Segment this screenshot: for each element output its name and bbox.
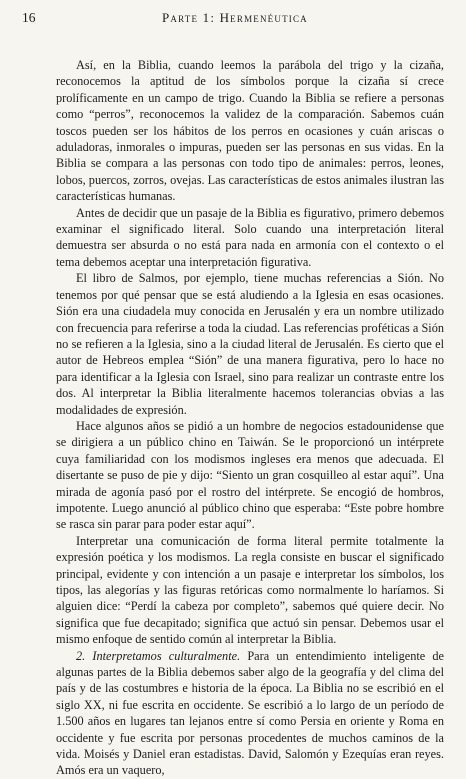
paragraph: Hace algunos años se pidió a un hombre de negocios estadounidense que se dirigiera a un público chino en Taiwán. Se le proporcionó un intérprete cuya familiaridad con los modismos ingleses era menos que adecuada. El disertante se puso de pie y dijo: “Siento un gran cosquilleo al estar aquí”. Una mirada de agonía pasó por el rostro del intérprete. Se encogió de hombros, impotente. Luego anunció al público chino que esperaba: “Este pobre hombre se rasca sin parar para poder estar aquí”. <box>56 418 444 532</box>
section-heading: 2. Interpretamos culturalmente. <box>76 648 241 663</box>
paragraph: Interpretar una comunicación de forma literal permite totalmente la expresión poética y los modismos. La regla consiste en buscar el significado principal, evidente y con intención a un pasaje e interpretar los símbolos, los tipos, las alegorías y las figuras retóricas como normalmente lo haríamos. Si alguien dice: “Perdí la cabeza por completo”, sabemos qué quiere decir. No significa que fue decapitado; significa que actuó sin pensar. Debemos usar el mismo enfoque de sentido común al interpretar la Biblia. <box>56 533 444 647</box>
running-head: Parte 1: Hermenéutica <box>162 10 308 25</box>
page-number: 16 <box>22 10 36 25</box>
page-header <box>22 10 446 30</box>
paragraph: Así, en la Biblia, cuando leemos la parábola del trigo y la cizaña, reconocemos la aptitud de los símbolos porque la cizaña sí crece prolíficamente en un campo de trigo. Cuando la Biblia se refiere a personas como “perros”, reconocemos la validez de la comparación. Sabemos cuán toscos pueden ser los hábitos de los perros en ocasiones y cuán ariscas o aduladoras, inmorales o impuras, pueden ser las personas en sus vidas. En la Biblia se compara a las personas con todo tipo de animales: perros, leones, lobos, puercos, zorros, ovejas. Las características de estos animales ilustran las características humanas. <box>56 58 444 204</box>
paragraph <box>56 648 444 779</box>
paragraph: El libro de Salmos, por ejemplo, tiene muchas referencias a Sión. No tenemos por qué pensar que se está aludiendo a la Iglesia en esas ocasiones. Sión era una ciudadela muy conocida en Jerusalén y era un nombre utilizado con frecuencia para referirse a toda la ciudad. Las referencias proféticas a Sión no se refieren a la Iglesia, sino a la ciudad literal de Jerusalén. Es cierto que el autor de Hebreos emplea “Sión” de una manera figurativa, pero lo hace no para identificar a la Iglesia con Israel, sino para realizar un contraste entre los dos. Al interpretar la Biblia literalmente hacemos tolerancias obvias a las modalidades de expresión. <box>56 271 444 417</box>
paragraph-text: Para un entendimiento inteligente de algunas partes de la Biblia debemos saber algo de la geografía y del clima del país y de las costumbres e historia de la época. La Biblia no se escribió en el siglo XX, ni fue escrita en occidente. Se escribió a lo largo de un período de 1.500 años en lugares tan lejanos entre sí como Persia en oriente y Roma en occidente y fue escrita por personas procedentes de muchos caminos de la vida. Moisés y Daniel eran estadistas. David, Salomón y Ezequías eran reyes. Amós era un vaquero, <box>56 648 444 778</box>
paragraph: Antes de decidir que un pasaje de la Biblia es figurativo, primero debemos examinar el significado literal. Solo cuando una interpretación literal demuestra ser absurda o no está para nada en armonía con el contexto o el tema debemos aceptar una interpretación figurativa. <box>56 205 444 269</box>
body-text <box>56 57 444 779</box>
